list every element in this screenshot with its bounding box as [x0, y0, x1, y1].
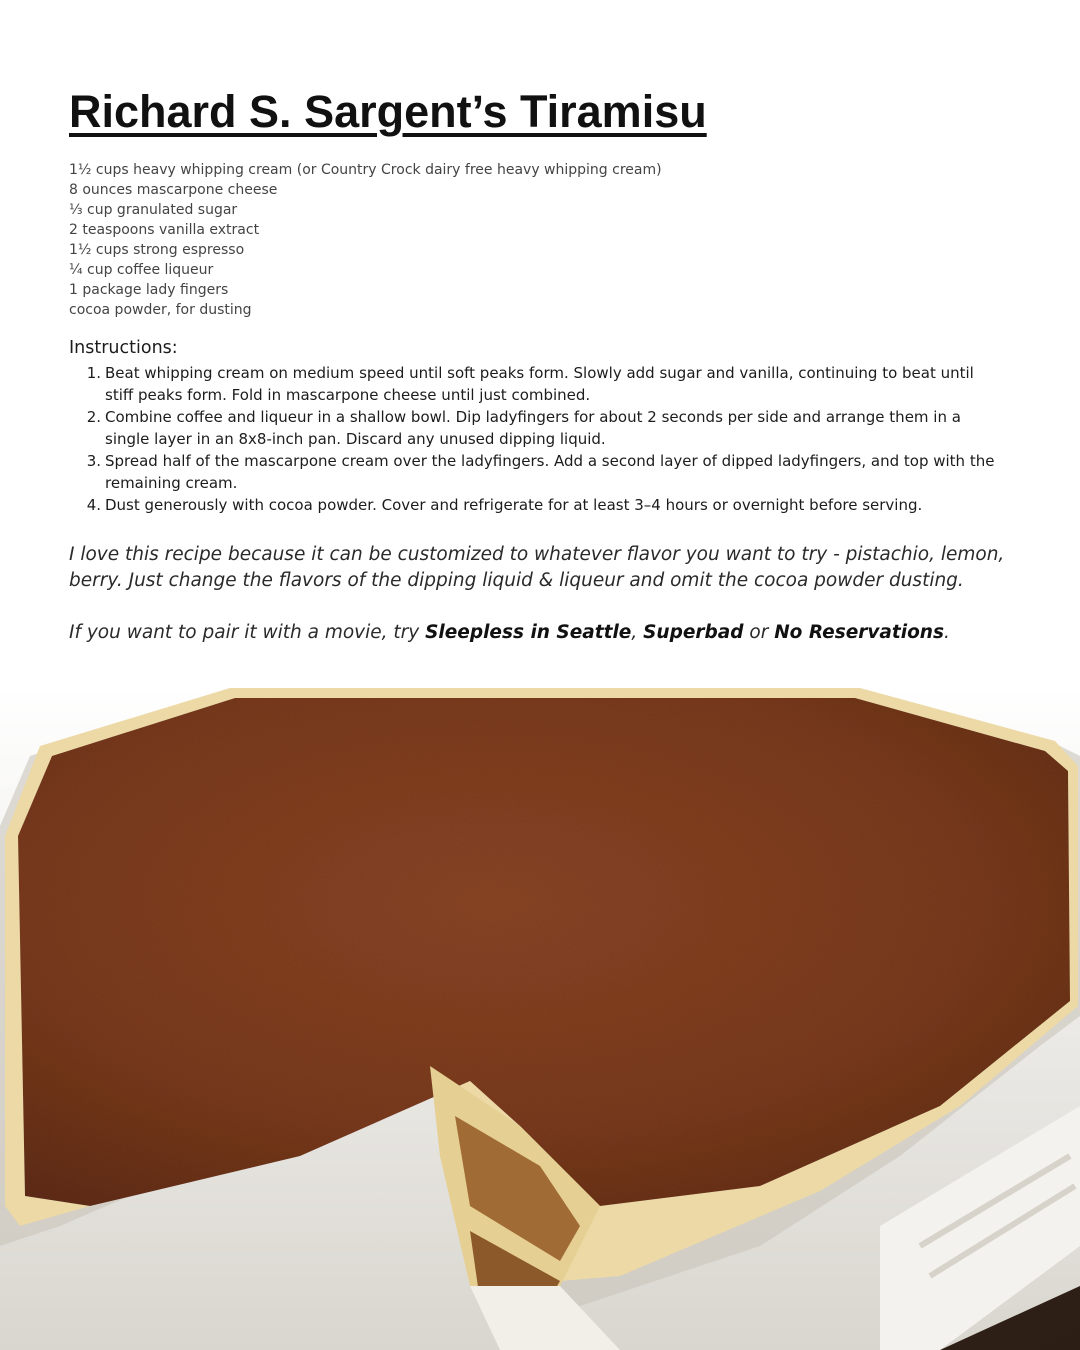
step-text: Spread half of the mascarpone cream over the ladyfingers. Add a second layer of dipped ladyfingers, and top with the remaining cream. [105, 452, 995, 492]
pairing-prefix: If you want to pair it with a movie, try [69, 622, 426, 643]
tiramisu-illustration [0, 686, 1080, 1350]
movie-title: Sleepless in Seattle [425, 622, 632, 643]
ingredient-item: 1 package lady fingers [69, 282, 229, 298]
ingredient-item: 2 teaspoons vanilla extract [69, 222, 260, 238]
ingredient-item: 1½ cups heavy whipping cream (or Country Crock dairy free heavy whipping cream) [69, 162, 662, 178]
ingredient-item: ¼ cup coffee liqueur [69, 262, 214, 278]
movie-pairing-note [69, 620, 1009, 646]
step-number: 2. [86, 408, 101, 426]
pairing-separator: or [743, 622, 775, 643]
ingredient-item: 1½ cups strong espresso [69, 242, 245, 258]
pairing-separator: , [631, 622, 644, 643]
tiramisu-photo [0, 686, 1080, 1350]
instruction-step [69, 450, 999, 494]
ingredient-item: 8 ounces mascarpone cheese [69, 182, 278, 198]
step-text: Beat whipping cream on medium speed until soft peaks form. Slowly add sugar and vanilla, continuing to beat until stiff peaks form. Fold in mascarpone cheese until just combined. [105, 364, 974, 404]
personal-note: I love this recipe because it can be customized to whatever flavor you want to try - pistachio, lemon, berry. Just change the flavors of the dipping liquid & liqueur and omit the cocoa powder dusting. [69, 544, 1005, 591]
ingredient-list [69, 160, 662, 320]
movie-title: Superbad [643, 622, 744, 643]
step-number: 3. [86, 452, 101, 470]
step-number: 4. [86, 496, 101, 514]
step-number: 1. [86, 364, 101, 382]
movie-title: No Reservations [774, 622, 944, 643]
ingredient-item: ⅓ cup granulated sugar [69, 202, 238, 218]
pairing-suffix: . [944, 622, 950, 643]
recipe-title: Richard S. Sargent’s Tiramisu [69, 86, 707, 137]
ingredient-item: cocoa powder, for dusting [69, 302, 252, 318]
step-text: Combine coffee and liqueur in a shallow bowl. Dip ladyfingers for about 2 seconds per side and arrange them in a single layer in an 8x8-inch pan. Discard any unused dipping liquid. [105, 408, 961, 448]
instructions-heading: Instructions: [69, 338, 178, 358]
instruction-steps [69, 362, 999, 516]
instruction-step [69, 362, 999, 406]
instruction-step [69, 406, 999, 450]
instruction-step [69, 494, 999, 516]
step-text: Dust generously with cocoa powder. Cover and refrigerate for at least 3–4 hours or overnight before serving. [105, 496, 923, 514]
